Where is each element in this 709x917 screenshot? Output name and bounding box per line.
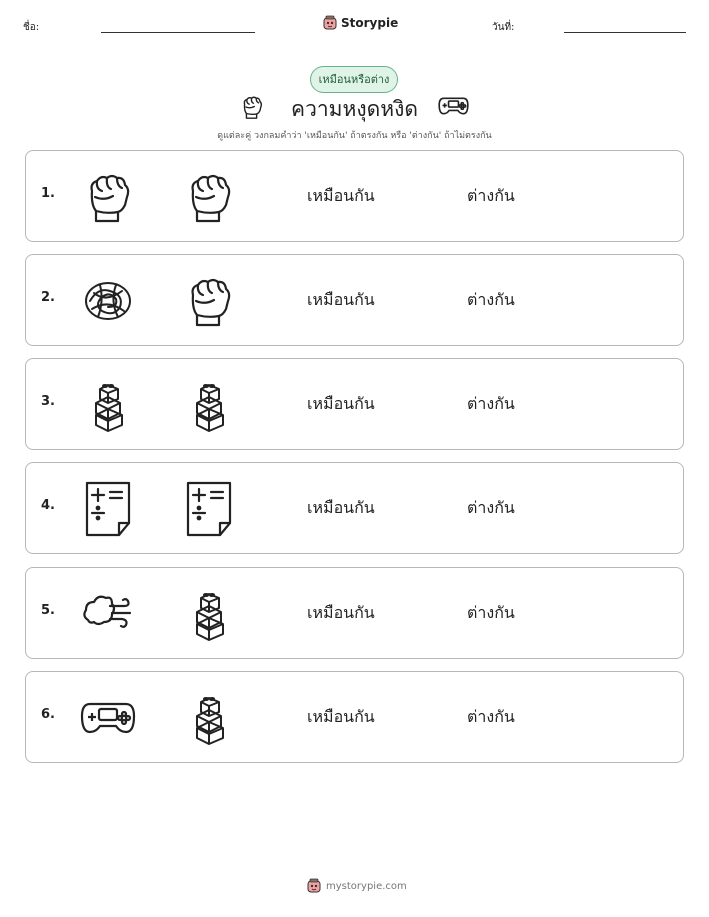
question-row <box>25 671 684 763</box>
question-row <box>25 254 684 346</box>
brand-logo <box>322 13 398 33</box>
math-paper-icon <box>80 481 136 537</box>
instructions: ดูแต่ละคู่ วงกลมคำว่า 'เหมือนกัน' ถ้าตรงกัน หรือ 'ต่างกัน' ถ้าไม่ตรงกัน <box>217 131 492 141</box>
tangle-icon <box>80 273 136 329</box>
same-option[interactable]: เหมือนกัน <box>307 498 375 517</box>
fist-icon <box>181 273 237 329</box>
blocks-icon <box>80 377 136 433</box>
different-option[interactable]: ต่างกัน <box>467 498 515 517</box>
game-controller-icon <box>438 95 469 117</box>
fist-icon <box>80 169 136 225</box>
question-number: 5. <box>41 603 55 618</box>
date-label: วันที่: <box>492 22 515 33</box>
question-number: 1. <box>41 186 55 201</box>
same-option[interactable]: เหมือนกัน <box>307 394 375 413</box>
date-line[interactable] <box>564 32 686 33</box>
different-option[interactable]: ต่างกัน <box>467 707 515 726</box>
different-option[interactable]: ต่างกัน <box>467 603 515 622</box>
question-row <box>25 358 684 450</box>
question-row <box>25 462 684 554</box>
worksheet-type-tag: เหมือนหรือต่าง <box>310 66 398 93</box>
storypie-mascot-icon <box>306 878 322 894</box>
different-option[interactable]: ต่างกัน <box>467 290 515 309</box>
question-row <box>25 567 684 659</box>
wind-cloud-icon <box>80 586 136 642</box>
question-row <box>25 150 684 242</box>
math-paper-icon <box>181 481 237 537</box>
storypie-mascot-icon <box>322 15 338 31</box>
question-number: 3. <box>41 394 55 409</box>
same-option[interactable]: เหมือนกัน <box>307 290 375 309</box>
name-line[interactable] <box>101 32 255 33</box>
same-option[interactable]: เหมือนกัน <box>307 707 375 726</box>
question-number: 6. <box>41 707 55 722</box>
question-number: 4. <box>41 498 55 513</box>
blocks-icon <box>181 586 237 642</box>
footer <box>306 878 407 894</box>
footer-url[interactable]: mystorypie.com <box>326 880 407 892</box>
different-option[interactable]: ต่างกัน <box>467 186 515 205</box>
same-option[interactable]: เหมือนกัน <box>307 186 375 205</box>
question-number: 2. <box>41 290 55 305</box>
fist-icon <box>181 169 237 225</box>
brand-name: Storypie <box>341 16 399 30</box>
same-option[interactable]: เหมือนกัน <box>307 603 375 622</box>
page-title: ความหงุดหงิด <box>291 97 418 121</box>
name-label: ชื่อ: <box>23 22 40 33</box>
different-option[interactable]: ต่างกัน <box>467 394 515 413</box>
blocks-icon <box>181 690 237 746</box>
game-controller-icon <box>80 690 136 746</box>
blocks-icon <box>181 377 237 433</box>
